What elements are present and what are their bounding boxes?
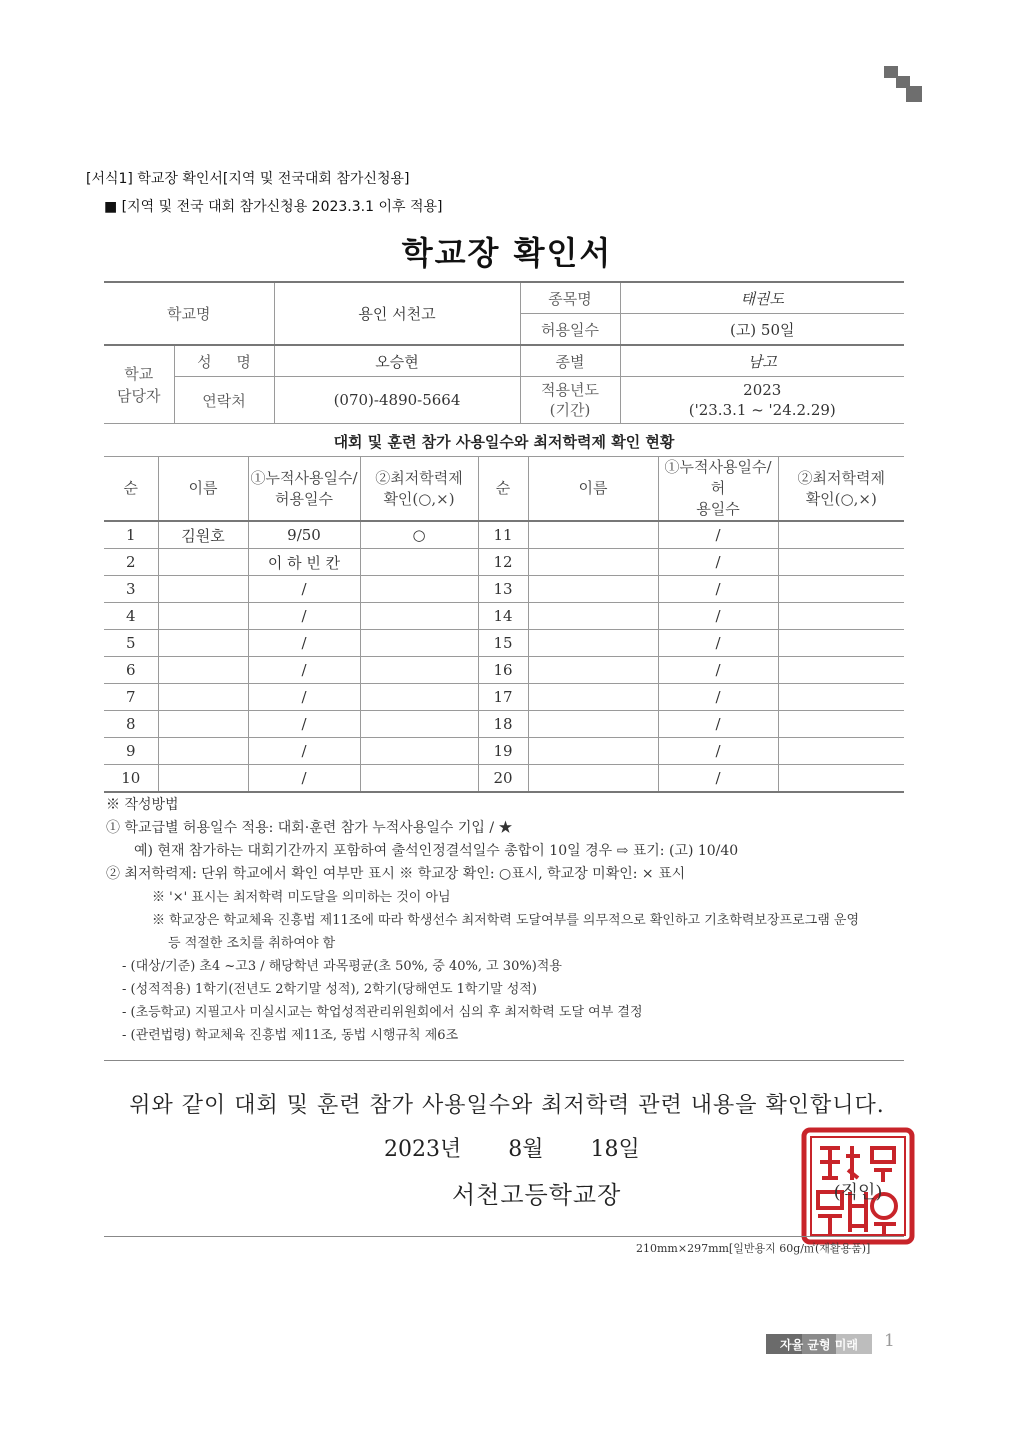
row-days: 이 하 빈 칸 [248,549,360,576]
row-check [778,711,904,738]
col-no-right: 순 [478,457,528,521]
sport-value: 태권도 [620,282,904,314]
row-check [360,576,478,603]
row-name [528,603,658,630]
school-label: 학교명 [104,282,274,345]
allowed-days-value: (고) 50일 [620,314,904,346]
row-check [360,684,478,711]
instructions [106,794,906,1047]
row-days: / [248,738,360,765]
division-value: 남고 [620,345,904,377]
col-days-left-line2: 허용일수 [275,489,333,508]
row-name [528,630,658,657]
col-no-left: 순 [104,457,158,521]
note-2: ② 최저학력제: 단위 학교에서 확인 여부만 표시 ※ 학교장 확인: ○표시, 학교장 미확인: × 표시 [106,866,686,882]
form-tag: [서식1] 학교장 확인서[지역 및 전국대회 참가신청용] [86,171,410,187]
col-check-left [360,457,478,521]
allowed-days-label: 허용일수 [520,314,620,346]
row-name [158,603,248,630]
name-label: 성 명 [174,345,274,377]
row-check [778,684,904,711]
table-row [104,657,904,684]
row-days: / [658,765,778,793]
period-value [620,377,904,424]
row-no: 7 [104,684,158,711]
date-month: 8월 [508,1137,544,1162]
row-no: 4 [104,603,158,630]
info-table [104,281,904,424]
row-name [528,521,658,549]
row-no: 15 [478,630,528,657]
col-check-right-line2: 확인(○,×) [805,489,877,508]
confirm-statement: 위와 같이 대회 및 훈련 참가 사용일수와 최저학력 관련 내용을 확인합니다. [129,1093,885,1118]
row-no: 18 [478,711,528,738]
row-no: 16 [478,657,528,684]
col-days-right-line2: 용일수 [696,500,740,518]
note-2-b-cont: 등 적절한 조치를 취하여야 함 [168,936,336,951]
row-days: / [248,711,360,738]
contact-label: 연락처 [174,377,274,424]
row-name [528,576,658,603]
row-days: / [248,576,360,603]
table-row [104,549,904,576]
divider [104,1060,904,1061]
row-days: / [658,711,778,738]
row-no: 11 [478,521,528,549]
row-no: 19 [478,738,528,765]
col-check-left-line1: ②최저학력제 [375,468,463,487]
col-days-right [658,457,778,521]
row-days: / [248,684,360,711]
row-check [778,630,904,657]
col-check-left-line2: 확인(○,×) [383,489,455,508]
row-days: / [248,657,360,684]
row-name [528,684,658,711]
row-check [360,603,478,630]
period-year: 2023 [743,381,782,399]
row-name [528,549,658,576]
table-row [104,576,904,603]
row-days: 9/50 [248,521,360,549]
roster-heading: 대회 및 훈련 참가 사용일수와 최저학력제 확인 현황 [104,428,904,457]
col-days-right-line1: ①누적사용일수/허 [664,458,772,497]
row-check [778,576,904,603]
official-seal-icon [800,1126,916,1246]
row-days: / [658,576,778,603]
row-name [528,765,658,793]
row-days: / [658,521,778,549]
row-check: ○ [360,521,478,549]
row-name [158,630,248,657]
table-row [104,738,904,765]
note-law: - (관련법령) 학교체육 진흥법 제11조, 동법 시행규칙 제6조 [122,1028,459,1043]
row-days: / [658,603,778,630]
footer-divider [104,1236,904,1237]
row-name [158,684,248,711]
row-no: 14 [478,603,528,630]
row-name [528,711,658,738]
period-range: ('23.3.1 ~ '24.2.29) [688,401,836,419]
row-name [158,549,248,576]
table-row [104,521,904,549]
row-check [360,657,478,684]
paper-spec: 210mm×297mm[일반용지 60g/㎡(재활용품)] [636,1242,871,1255]
row-days: / [248,765,360,793]
row-check [778,549,904,576]
note-1: ① 학교급별 허용일수 적용: 대회·훈련 참가 누적사용일수 기입 / ★ [106,820,513,836]
period-label [520,377,620,424]
row-check [778,521,904,549]
row-check [778,603,904,630]
table-row [104,603,904,630]
row-name [158,765,248,793]
col-days-left [248,457,360,521]
row-check [778,657,904,684]
row-no: 10 [104,765,158,793]
row-no: 12 [478,549,528,576]
table-row [104,711,904,738]
col-name-left: 이름 [158,457,248,521]
manager-label: 학교 담당자 [104,345,174,424]
form-subtitle: ■ [지역 및 전국 대회 참가신청용 2023.3.1 이후 적용] [104,199,443,215]
row-no: 17 [478,684,528,711]
row-no: 1 [104,521,158,549]
note-elementary: - (초등학교) 지필고사 미실시교는 학업성적관리위원회에서 심의 후 최저학력 도달 여부 결정 [122,1005,643,1020]
row-name [158,657,248,684]
col-days-left-line1: ①누적사용일수/ [250,468,358,487]
row-days: / [248,603,360,630]
row-days: / [658,630,778,657]
contact-value: (070)-4890-5664 [274,377,520,424]
row-check [360,738,478,765]
note-2-b: ※ 학교장은 학교체육 진흥법 제11조에 따라 학생선수 최저학력 도달여부를 의무적으로 확인하고 기초학력보장프로그램 운영 [152,913,860,928]
row-check [778,738,904,765]
period-label-term: (기간) [549,401,591,419]
col-check-right [778,457,904,521]
col-check-right-line1: ②최저학력제 [797,468,885,487]
row-name [528,738,658,765]
row-check [360,765,478,793]
note-2-a: ※ '×' 표시는 최저학력 미도달을 의미하는 것이 아님 [152,890,451,905]
row-no: 20 [478,765,528,793]
sign-date [384,1132,680,1163]
row-days: / [658,657,778,684]
row-no: 6 [104,657,158,684]
row-no: 5 [104,630,158,657]
row-no: 13 [478,576,528,603]
row-days: / [248,630,360,657]
seal-mark: (직인) [833,1182,883,1203]
corner-logo-icon [884,66,922,104]
table-row [104,765,904,793]
row-name [158,738,248,765]
name-value: 오승현 [274,345,520,377]
col-name-right: 이름 [528,457,658,521]
school-value: 용인 서천고 [274,282,520,345]
row-name [158,711,248,738]
table-row [104,630,904,657]
row-name: 김원호 [158,521,248,549]
page-title: 학교장 확인서 [401,234,613,272]
roster-table [104,457,904,793]
note-1-example: 예) 현재 참가하는 대회기간까지 포함하여 출석인정결석일수 총합이 10일 경우 ⇨ 표기: (고) 10/40 [134,843,739,859]
sport-label: 종목명 [520,282,620,314]
row-no: 8 [104,711,158,738]
page-number: 1 [884,1331,895,1351]
period-label-year: 적용년도 [541,381,599,399]
table-row [104,684,904,711]
signer-name: 서천고등학교장 [452,1181,622,1209]
row-days: / [658,684,778,711]
division-label: 종별 [520,345,620,377]
row-check [360,630,478,657]
date-day: 18일 [590,1137,640,1162]
date-year: 2023년 [384,1137,462,1162]
row-check [778,765,904,793]
note-target: - (대상/기준) 초4 ~고3 / 해당학년 과목평균(초 50%, 중 40%, 고 30%)적용 [122,959,562,974]
row-no: 9 [104,738,158,765]
notes-heading: ※ 작성방법 [106,797,179,813]
footer-logo-icon [766,1332,872,1356]
row-name [528,657,658,684]
row-no: 3 [104,576,158,603]
row-no: 2 [104,549,158,576]
row-days: / [658,738,778,765]
note-grades: - (성적적용) 1학기(전년도 2학기말 성적), 2학기(당해연도 1학기말 성적) [122,982,537,997]
row-check [360,711,478,738]
row-days: / [658,549,778,576]
footer-logo-text: 자율 균형 미래 [780,1338,858,1352]
row-name [158,576,248,603]
row-check [360,549,478,576]
